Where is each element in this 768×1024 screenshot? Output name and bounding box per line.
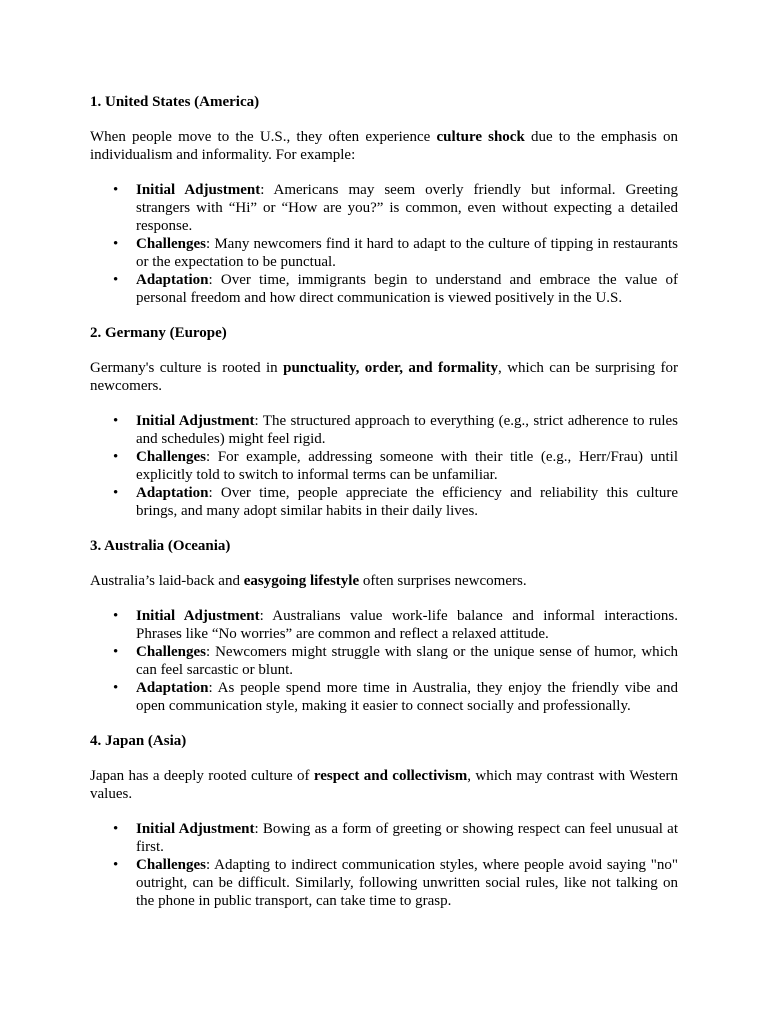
bullet-list bbox=[90, 820, 678, 910]
bullet-icon: • bbox=[113, 644, 119, 660]
section-australia bbox=[90, 537, 678, 715]
section-heading: 2. Germany (Europe) bbox=[90, 325, 227, 341]
bullet-icon: • bbox=[113, 680, 119, 696]
bullet-icon: • bbox=[113, 413, 119, 429]
list-item bbox=[90, 412, 678, 448]
bullet-text: : Australians value work-life balance and informal interactions. Phrases like “No worries” are common and reflect a relaxed attitude. bbox=[136, 608, 678, 642]
section-heading: 3. Australia (Oceania) bbox=[90, 538, 231, 554]
bullet-icon: • bbox=[113, 272, 119, 288]
bullet-term: Challenges bbox=[136, 644, 207, 660]
intro-text: Germany's culture is rooted in bbox=[90, 360, 284, 376]
section-intro bbox=[90, 128, 678, 164]
intro-text: When people move to the U.S., they often experience bbox=[90, 129, 437, 145]
bullet-term: Challenges bbox=[136, 449, 207, 465]
bullet-icon: • bbox=[113, 485, 119, 501]
bullet-term: Initial Adjustment bbox=[136, 608, 260, 624]
bullet-term: Adaptation bbox=[136, 680, 209, 696]
bullet-text: : Over time, immigrants begin to understand and embrace the value of personal freedom and how direct communication is viewed positively in the U.S. bbox=[136, 272, 678, 306]
bullet-term: Initial Adjustment bbox=[136, 182, 261, 198]
bullet-text: : Over time, people appreciate the efficiency and reliability this culture brings, and many adopt similar habits in their daily lives. bbox=[136, 485, 678, 519]
list-item bbox=[90, 679, 678, 715]
bullet-icon: • bbox=[113, 821, 119, 837]
bullet-list bbox=[90, 607, 678, 715]
list-item bbox=[90, 856, 678, 910]
section-japan bbox=[90, 732, 678, 910]
bullet-icon: • bbox=[113, 236, 119, 252]
bullet-term: Initial Adjustment bbox=[136, 413, 255, 429]
list-item bbox=[90, 271, 678, 307]
list-item bbox=[90, 448, 678, 484]
bullet-text: : The structured approach to everything (e.g., strict adherence to rules and schedules) might feel rigid. bbox=[136, 413, 679, 447]
list-item bbox=[90, 820, 678, 856]
bullet-text: : Many newcomers find it hard to adapt to the culture of tipping in restaurants or the expectation to be punctual. bbox=[136, 236, 678, 270]
bullet-text: : For example, addressing someone with their title (e.g., Herr/Frau) until explicitly told to switch to informal terms can be unfamiliar. bbox=[136, 449, 678, 483]
bullet-text: : As people spend more time in Australia, they enjoy the friendly vibe and open communication style, making it easier to connect socially and professionally. bbox=[136, 680, 678, 714]
list-item bbox=[90, 643, 678, 679]
section-intro bbox=[90, 572, 678, 590]
list-item bbox=[90, 235, 678, 271]
bullet-term: Initial Adjustment bbox=[136, 821, 255, 837]
bullet-text: : Americans may seem overly friendly but informal. Greeting strangers with “Hi” or “How are you?” is common, even without expecting a detailed response. bbox=[136, 182, 678, 234]
bullet-term: Challenges bbox=[136, 857, 207, 873]
bullet-icon: • bbox=[113, 608, 119, 624]
section-intro bbox=[90, 767, 678, 803]
section-intro bbox=[90, 359, 678, 395]
bullet-text: : Adapting to indirect communication styles, where people avoid saying "no" outright, can be difficult. Similarly, following unwritten social rules, like not talking on the phone in public transport, can take time to grasp. bbox=[136, 857, 678, 909]
bullet-text: : Bowing as a form of greeting or showing respect can feel unusual at first. bbox=[136, 821, 679, 855]
intro-emphasis: punctuality, order, and formality bbox=[283, 360, 499, 376]
intro-emphasis: culture shock bbox=[436, 129, 525, 145]
bullet-icon: • bbox=[113, 857, 119, 873]
intro-text: due to the emphasis on individualism and informality. For example: bbox=[90, 129, 679, 163]
section-germany bbox=[90, 324, 678, 520]
section-heading: 1. United States (America) bbox=[90, 94, 260, 110]
intro-text: , which can be surprising for newcomers. bbox=[90, 360, 678, 394]
bullet-term: Adaptation bbox=[136, 485, 209, 501]
list-item bbox=[90, 484, 678, 520]
bullet-term: Challenges bbox=[136, 236, 207, 252]
section-united-states bbox=[90, 93, 678, 307]
intro-text: , which may contrast with Western values. bbox=[90, 768, 678, 802]
bullet-list bbox=[90, 181, 678, 307]
bullet-list bbox=[90, 412, 678, 520]
intro-text: Australia’s laid-back and bbox=[90, 573, 244, 589]
bullet-term: Adaptation bbox=[136, 272, 209, 288]
intro-emphasis: easygoing lifestyle bbox=[243, 573, 360, 589]
bullet-icon: • bbox=[113, 182, 119, 198]
intro-emphasis: respect and collectivism bbox=[313, 768, 468, 784]
list-item bbox=[90, 181, 678, 235]
bullet-text: : Newcomers might struggle with slang or the unique sense of humor, which can feel sarcastic or blunt. bbox=[136, 644, 678, 678]
intro-text: Japan has a deeply rooted culture of bbox=[90, 768, 314, 784]
list-item bbox=[90, 607, 678, 643]
section-heading: 4. Japan (Asia) bbox=[90, 733, 187, 749]
bullet-icon: • bbox=[113, 449, 119, 465]
intro-text: often surprises newcomers. bbox=[359, 573, 527, 589]
